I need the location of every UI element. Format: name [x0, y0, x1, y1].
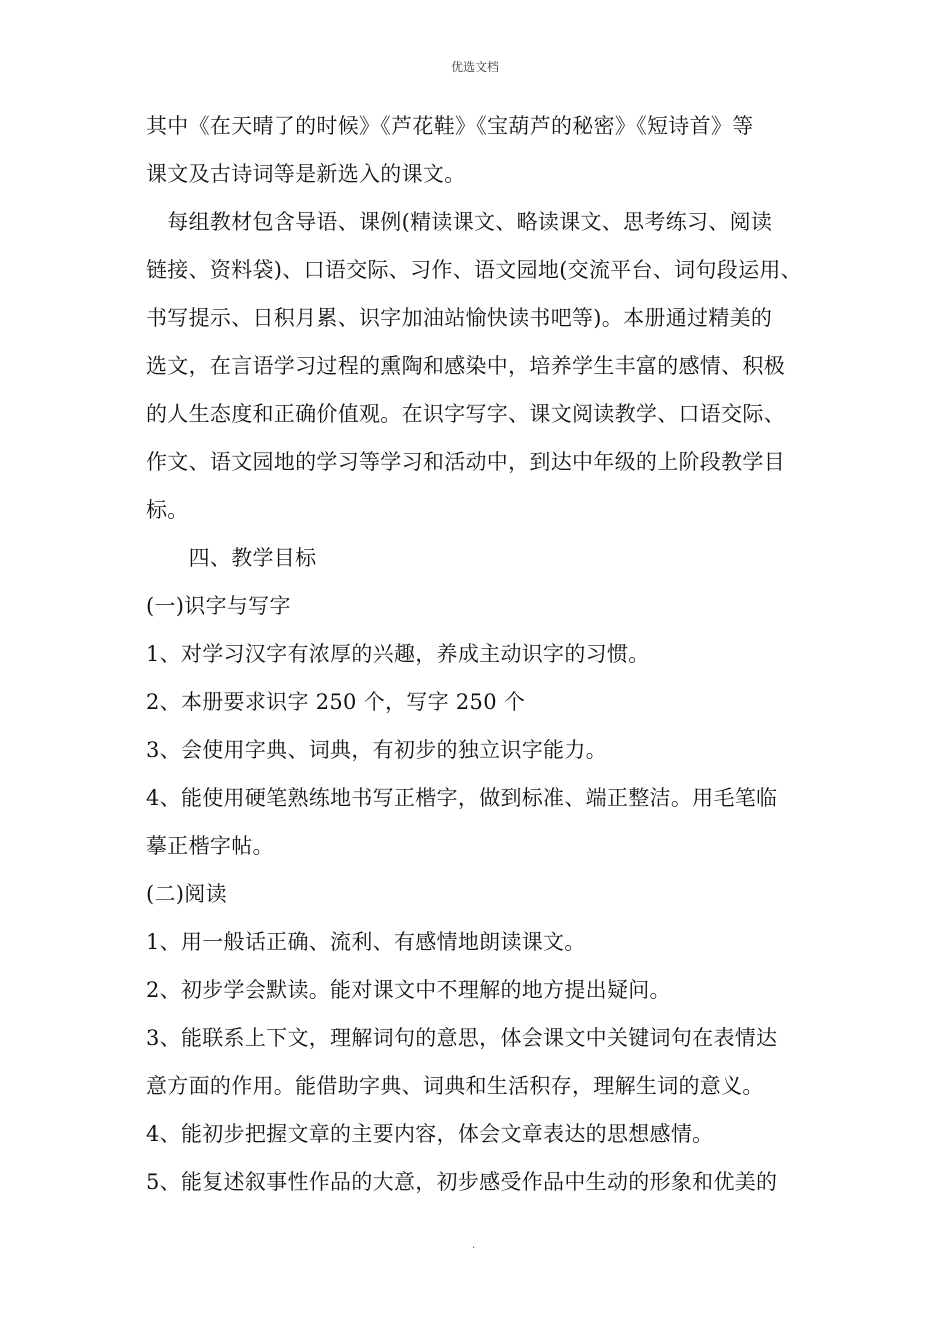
page-footer-mark: . — [472, 1240, 476, 1251]
page-header: 优选文档 — [450, 60, 499, 74]
subsection-heading: (二)阅读 — [146, 882, 227, 906]
list-item: 4、能使用硬笔熟练地书写正楷字，做到标准、端正整洁。用毛笔临 — [146, 786, 778, 810]
body-line: 其中《在天晴了的时候》《芦花鞋》《宝葫芦的秘密》《短诗首》等 — [146, 114, 754, 138]
body-line: 选文，在言语学习过程的熏陶和感染中，培养学生丰富的感情、积极 — [146, 354, 785, 378]
body-line: 作文、语文园地的学习等学习和活动中，到达中年级的上阶段教学目 — [146, 450, 785, 474]
list-item: 5、能复述叙事性作品的大意，初步感受作品中生动的形象和优美的 — [146, 1170, 778, 1194]
list-item: 3、会使用字典、词典，有初步的独立识字能力。 — [146, 738, 607, 762]
body-line: 每组教材包含导语、课例(精读课文、略读课文、思考练习、阅读 — [146, 210, 773, 234]
body-line: 课文及古诗词等是新选入的课文。 — [146, 162, 466, 186]
list-item: 2、本册要求识字 250 个，写字 250 个 — [146, 690, 526, 714]
list-item: 4、能初步把握文章的主要内容，体会文章表达的思想感情。 — [146, 1122, 714, 1146]
list-item: 1、用一般话正确、流利、有感情地朗读课文。 — [146, 930, 586, 954]
list-item: 3、能联系上下文，理解词句的意思，体会课文中关键词句在表情达 — [146, 1026, 778, 1050]
body-line: 的人生态度和正确价值观。在识字写字、课文阅读教学、口语交际、 — [146, 402, 785, 426]
list-item-continuation: 意方面的作用。能借助字典、词典和生活积存，理解生词的意义。 — [146, 1074, 764, 1098]
list-item: 1、对学习汉字有浓厚的兴趣，养成主动识字的习惯。 — [146, 642, 650, 666]
subsection-heading: (一)识字与写字 — [146, 594, 291, 618]
list-item-continuation: 摹正楷字帖。 — [146, 834, 274, 858]
section-heading: 四、教学目标 — [146, 546, 317, 570]
body-line: 标。 — [146, 498, 189, 522]
list-item: 2、初步学会默读。能对课文中不理解的地方提出疑问。 — [146, 978, 671, 1002]
body-line: 书写提示、日积月累、识字加油站愉快读书吧等)。本册通过精美的 — [146, 306, 773, 330]
body-line: 链接、资料袋)、口语交际、习作、语文园地(交流平台、词句段运用、 — [146, 258, 802, 282]
